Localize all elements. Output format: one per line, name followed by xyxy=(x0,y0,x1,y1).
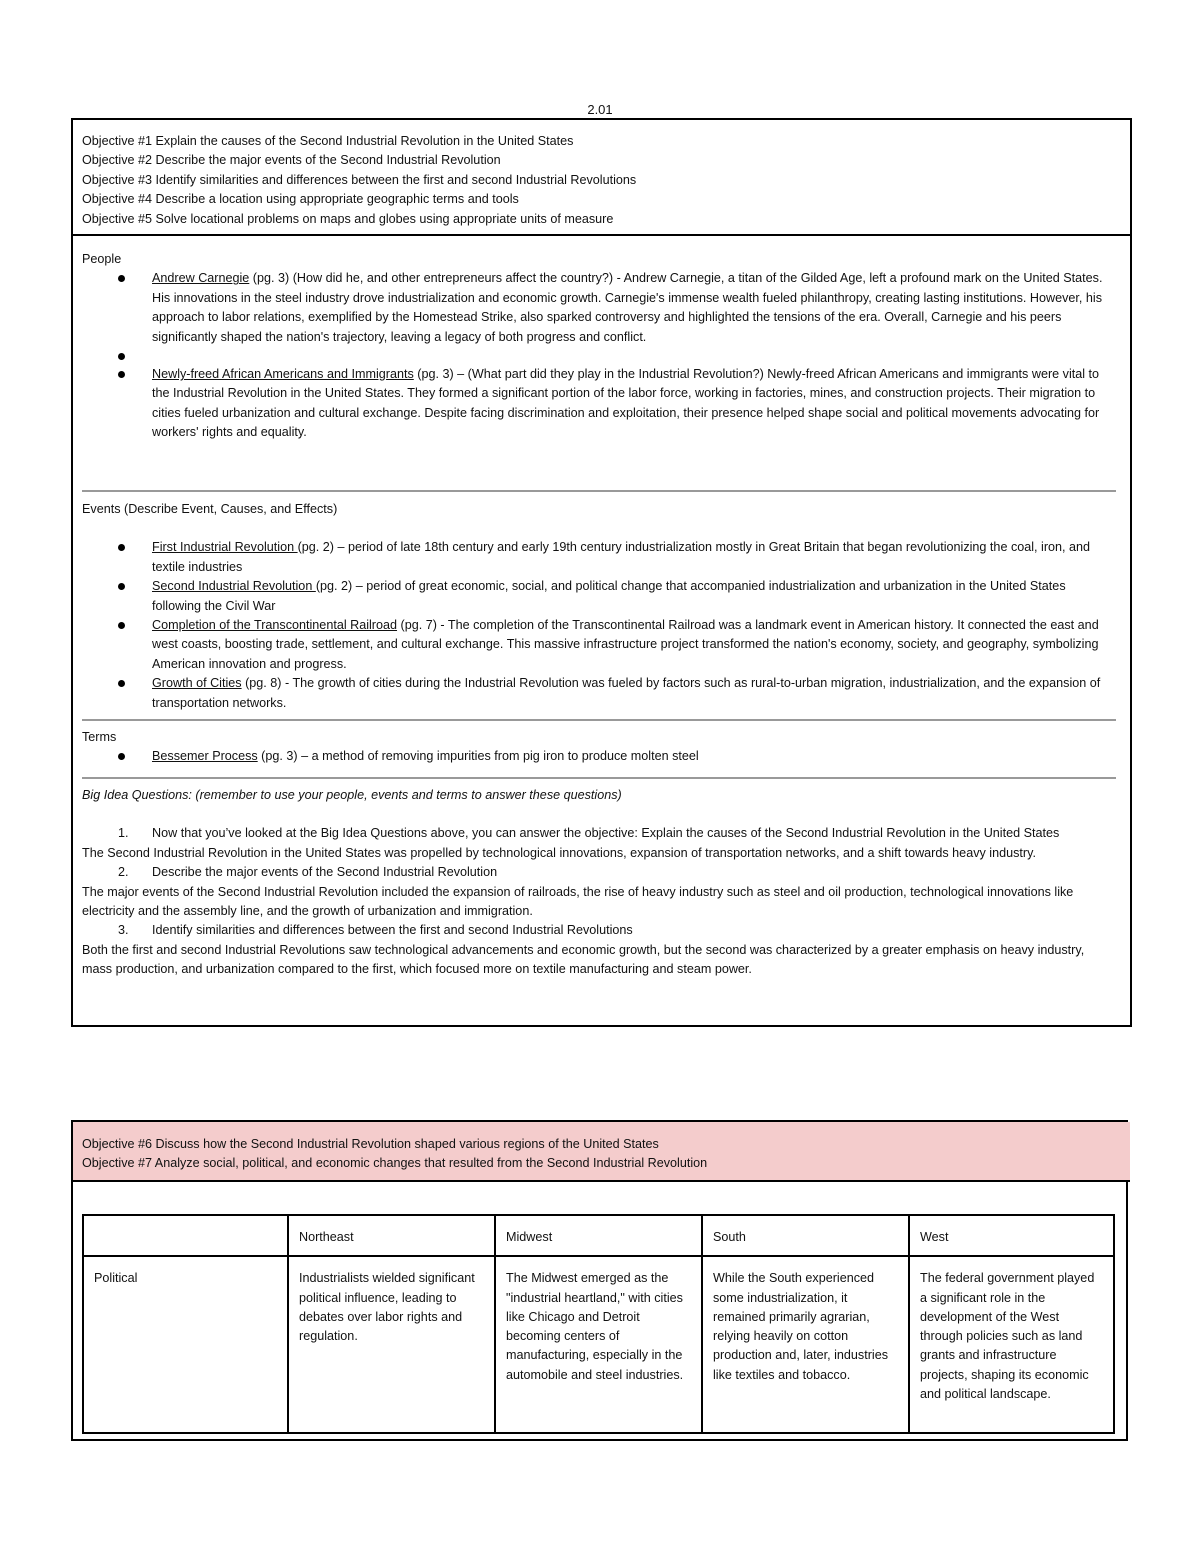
table-cell: The Midwest emerged as the "industrial heartland," with cities like Chicago and Detroit becoming centers of manufacturing, especially in the automobile and steel industries. xyxy=(495,1256,702,1433)
people-heading: People xyxy=(82,252,122,266)
table-header-cell: South xyxy=(702,1215,909,1256)
question-number: 3. xyxy=(118,923,129,938)
table-header-cell: West xyxy=(909,1215,1114,1256)
question-text: Identify similarities and differences between the first and second Industrial Revolutions xyxy=(152,923,633,938)
regions-table xyxy=(82,1214,1115,1434)
answer-1: The Second Industrial Revolution in the United States was propelled by technological innovations, expansion of transportation networks, and a shift towards heavy industry. xyxy=(82,845,1036,860)
question-number: 1. xyxy=(118,826,129,841)
event-description: (pg. 2) – period of great economic, social, and political change that accompanied industrialization and urbanization in the United States following the Civil War xyxy=(152,579,1066,613)
person-term: Newly-freed African Americans and Immigrants xyxy=(152,367,414,382)
event-term: Growth of Cities xyxy=(152,676,242,691)
row-label: Political xyxy=(83,1256,288,1433)
big-idea-section xyxy=(82,786,1114,980)
objective-7: Objective #7 Analyze social, political, and economic changes that resulted from the Second Industrial Revolution xyxy=(82,1156,708,1171)
event-description: (pg. 8) - The growth of cities during the Industrial Revolution was fueled by factors such as rural-to-urban migration, industrialization, and the expansion of transportation networks. xyxy=(152,676,1101,710)
events-section xyxy=(82,500,1114,713)
question-2 xyxy=(82,863,1114,882)
table-cell: Industrialists wielded significant political influence, leading to debates over labor rights and regulation. xyxy=(288,1256,495,1433)
spacer xyxy=(82,347,1114,365)
table-cell: The federal government played a significant role in the development of the West through policies such as land grants and infrastructure projects, shaping its economic and political landscape. xyxy=(909,1256,1114,1433)
objective-4: Objective #4 Describe a location using appropriate geographic terms and tools xyxy=(82,192,519,207)
objectives-section-2 xyxy=(73,1122,1130,1182)
list-item xyxy=(82,365,1114,443)
event-term: First Industrial Revolution xyxy=(152,540,298,555)
table-header-cell: Northeast xyxy=(288,1215,495,1256)
objective-5: Objective #5 Solve locational problems on maps and globes using appropriate units of measure xyxy=(82,211,614,226)
table-header-cell xyxy=(83,1215,288,1256)
answer-2: The major events of the Second Industrial Revolution included the expansion of railroads, the rise of heavy industry such as steel and oil production, technological innovations like electricity and the assembly line, and the growth of urbanization and immigration. xyxy=(82,884,1074,919)
person-description: (pg. 3) – (What part did they play in the Industrial Revolution?) Newly-freed African Americans and immigrants were vital to the Industrial Revolution in the United States. They formed a significant portion of the labor force, working in factories, mines, and construction projects. Their migration to cities fueled urbanization and cultural exchange. Despite facing discrimination and exploitation, their presence helped shape social and political movements advocating for workers' rights and equality. xyxy=(152,367,1100,440)
events-heading: Events (Describe Event, Causes, and Effects) xyxy=(82,502,338,516)
section-divider xyxy=(82,490,1116,492)
table-cell: While the South experienced some industrialization, it remained primarily agrarian, relying heavily on cotton production and, later, industries like textiles and tobacco. xyxy=(702,1256,909,1433)
objective-6: Objective #6 Discuss how the Second Industrial Revolution shaped various regions of the United States xyxy=(82,1137,659,1151)
section-divider xyxy=(82,777,1116,779)
question-3 xyxy=(82,921,1114,940)
list-item xyxy=(82,616,1114,674)
table-header-cell: Midwest xyxy=(495,1215,702,1256)
regions-box xyxy=(71,1120,1128,1441)
list-item xyxy=(82,269,1114,347)
objectives-section xyxy=(73,120,1130,236)
objective-2: Objective #2 Describe the major events of the Second Industrial Revolution xyxy=(82,153,501,168)
people-section xyxy=(82,250,1114,443)
answer-3: Both the first and second Industrial Revolutions saw technological advancements and economic growth, but the second was characterized by a greater emphasis on heavy industry, mass production, and urbanization compared to the first, which focused more on textile manufacturing and steam power. xyxy=(82,942,1085,977)
question-number: 2. xyxy=(118,865,129,880)
list-item xyxy=(82,577,1114,616)
question-text: Now that you’ve looked at the Big Idea Questions above, you can answer the objective: Explain the causes of the Second Industrial Revolution in the United States xyxy=(152,826,1060,841)
event-term: Completion of the Transcontinental Railroad xyxy=(152,618,398,633)
person-description: (pg. 3) (How did he, and other entrepreneurs affect the country?) - Andrew Carnegie, a titan of the Gilded Age, left a profound mark on the United States. His innovations in the steel industry drove industrialization and economic growth. Carnegie's immense wealth fueled philanthropy, creating lasting institutions. However, his approach to labor relations, exemplified by the Homestead Strike, also sparked controversy and highlighted the tensions of the era. Overall, Carnegie and his peers significantly shaped the nation's trajectory, leaving a legacy of both progress and conflict. xyxy=(152,271,1103,344)
term-name: Bessemer Process xyxy=(152,749,258,764)
question-text: Describe the major events of the Second Industrial Revolution xyxy=(152,865,498,880)
table-row xyxy=(83,1256,1114,1433)
big-idea-heading: Big Idea Questions: (remember to use your people, events and terms to answer these questions) xyxy=(82,788,622,802)
list-item xyxy=(82,538,1114,577)
person-term: Andrew Carnegie xyxy=(152,271,250,286)
event-term: Second Industrial Revolution xyxy=(152,579,316,594)
event-description: (pg. 7) - The completion of the Transcontinental Railroad was a landmark event in American history. It connected the east and west coasts, boosting trade, settlement, and cultural exchange. This massive infrastructure project transformed the nation's economy, society, and geography, symbolizing American innovation and progress. xyxy=(152,618,1099,671)
objective-3: Objective #3 Identify similarities and differences between the first and second Industrial Revolutions xyxy=(82,172,637,187)
event-description: (pg. 2) – period of late 18th century and early 19th century industrialization mostly in Great Britain that began revolutionizing the coal, iron, and textile industries xyxy=(152,540,1091,574)
page-number: 2.01 xyxy=(587,102,613,117)
terms-section xyxy=(82,728,1114,767)
list-item xyxy=(82,674,1114,713)
list-item xyxy=(82,747,1114,766)
notes-box xyxy=(71,118,1132,1027)
term-description: (pg. 3) – a method of removing impurities from pig iron to produce molten steel xyxy=(257,749,699,764)
table-header-row xyxy=(83,1215,1114,1256)
question-1 xyxy=(82,824,1114,843)
section-divider xyxy=(82,719,1116,721)
objective-1: Objective #1 Explain the causes of the Second Industrial Revolution in the United States xyxy=(82,134,574,148)
terms-heading: Terms xyxy=(82,730,117,744)
